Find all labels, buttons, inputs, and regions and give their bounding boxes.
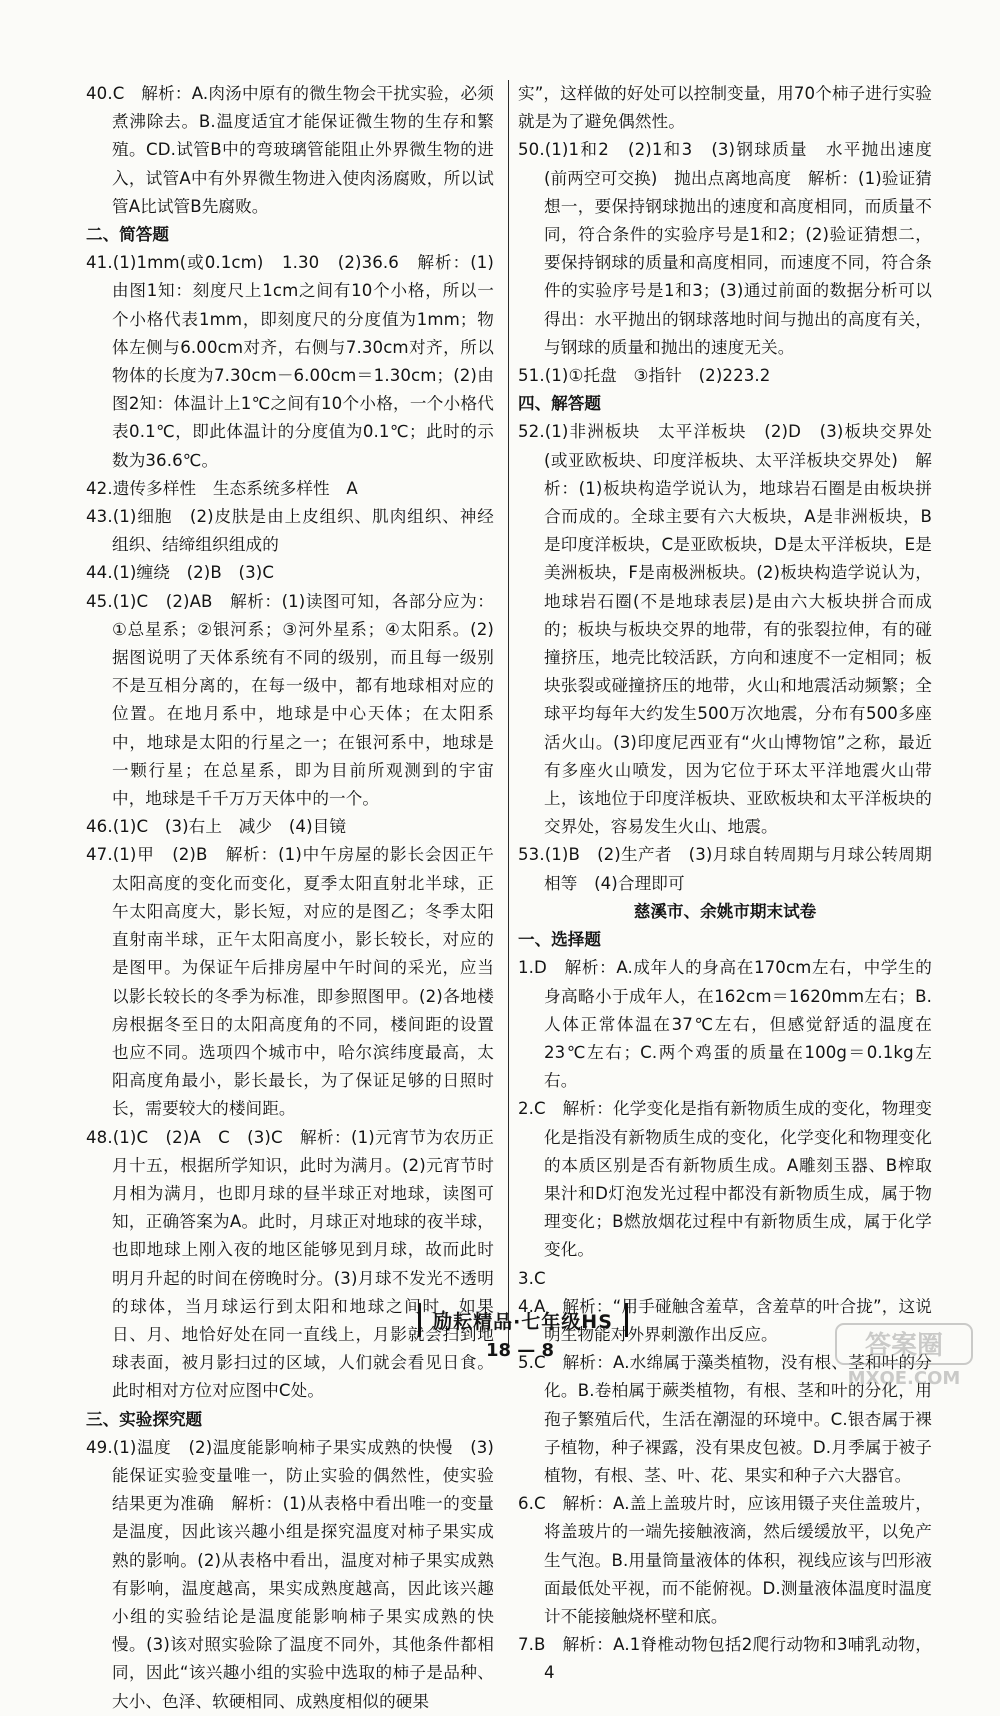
answer-item: 7.B 解析：A.1脊椎动物包括2爬行动物和3哺乳动物，4 xyxy=(518,1635,932,1683)
answer-item: 6.C 解析：A.盖上盖玻片时，应该用镊子夹住盖玻片，将盖玻片的一端先接触液滴，然后缓缓放平，以免产生气泡。B.用量筒量液体的体积，视线应该与凹形液面最低处平视，而不能俯视。D.测量液体温度时温度计不能接触烧杯壁和底。 xyxy=(518,1494,932,1626)
answer-item: 52.(1)非洲板块 太平洋板块 (2)D (3)板块交界处(或亚欧板块、印度洋板块、太平洋板块交界处) 解析：(1)板块构造学说认为，地球岩石圈是由板块拼合而成的。全球主要有六大板块，A是非洲板块，B是印度洋板块，C是亚欧板块，D是太平洋板块，E是美洲板块，F是南极洲板块。(2)板块构造学说认为，地球岩石圈(不是地球表层)是由六大板块拼合而成的；板块与板块交界的地带，有的张裂拉伸，有的碰撞挤压，地壳比较活跃，方向和速度不一定相同；板块张裂或碰撞挤压的地带，火山和地震活动频繁；全球平均每年大约发生500万次地震，分布有500多座活火山。(3)印度尼西亚有“火山博物馆”之称，最近有多座火山喷发，因为它位于环太平洋地震火山带上，该地位于印度洋板块、亚欧板块和太平洋板块的交界处，容易发生火山、地震。 xyxy=(518,422,932,837)
answer-item: 4.A 解析：“用手碰触含羞草，含羞草的叶合拢”，这说明生物能对外界刺激作出反应。 xyxy=(518,1296,932,1344)
section-heading: 二、简答题 xyxy=(86,225,169,245)
exam-subtitle: 慈溪市、余姚市期末试卷 xyxy=(633,901,817,921)
answer-item: 47.(1)甲 (2)B 解析：(1)中午房屋的影长会因正午太阳高度的变化而变化，夏季太阳直射北半球，正午太阳高度大，影长短，对应的是图乙；冬季太阳直射南半球，正午太阳高度小，影长较长，对应的是图甲。为保证午后排房屋中午时间的采光，应当以影长较长的冬季为标准，即参照图甲。(2)各地楼房根据冬至日的太阳高度角的不同，楼间距的设置也应不同。选项四个城市中，哈尔滨纬度最高，太阳高度角最小，影长最长，为了保证足够的日照时长，需要较大的楼间距。 xyxy=(86,845,494,1119)
answer-item: 45.(1)C (2)AB 解析：(1)读图可知，各部分应为：①总星系；②银河系；③河外星系；④太阳系。(2)据图说明了天体系统有不同的级别，而且每一级别不是互相分离的，在每一级中，都有地球相对应的位置。在地月系中，地球是中心天体；在太阳系中，地球是太阳的行星之一；在银河系中，地球是一颗行星；在总星系，即为目前所观测到的宇宙中，地球是千千万万天体中的一个。 xyxy=(86,591,494,809)
section-heading: 四、解答题 xyxy=(518,394,601,414)
answer-item: 50.(1)1和2 (2)1和3 (3)钢球质量 水平抛出速度(前两空可交换) 抛出点离地高度 解析：(1)验证猜想一，要保持钢球抛出的速度和高度相同，而质量不同，符合条件的实验序号是1和2；(2)验证猜想二，要保持钢球的质量和高度相同，而速度不同，符合条件的实验序号是1和3；(3)通过前面的数据分析可以得出：水平抛出的钢球落地时间与抛出的高度有关，与钢球的质量和抛出的速度无关。 xyxy=(518,140,932,357)
answer-continuation: 实”，这样做的好处可以控制变量，用70个柿子进行实验就是为了避免偶然性。 xyxy=(518,84,932,132)
left-column xyxy=(86,80,494,1716)
answer-item: 42.遗传多样性 生态系统多样性 A xyxy=(86,478,358,498)
watermark-logo xyxy=(834,1322,974,1388)
answer-item: 2.C 解析：化学变化是指有新物质生成的变化，物理变化是指没有新物质生成的变化，化学变化和物理变化的本质区别是否有新物质生成。A雕刻玉器、B榨取果汁和D灯泡发光过程中都没有新物质生成，属于物理变化；B燃放烟花过程中有新物质生成，属于化学变化。 xyxy=(518,1099,932,1260)
answer-item: 3.C xyxy=(518,1268,546,1288)
answer-item: 46.(1)C (3)右上 减少 (4)目镜 xyxy=(86,817,347,837)
column-divider xyxy=(508,80,509,1345)
answer-item: 49.(1)温度 (2)温度能影响柿子果实成熟的快慢 (3)能保证实验变量唯一，防止实验的偶然性，使实验结果更为准确 解析：(1)从表格中看出唯一的变量是温度，因此该兴趣小组是探究温度对柿子果实成熟的影响。(2)从表格中看出，温度对柿子果实成熟有影响，温度越高，果实成熟度越高，因此该兴趣小组的实验结论是温度能影响柿子果实成熟的快慢。(3)该对照实验除了温度不同外，其他条件都相同，因此“该兴趣小组的实验中选取的柿子是品种、大小、色泽、软硬相同、成熟度相似的硬果 xyxy=(86,1437,494,1711)
answer-item: 41.(1)1mm(或0.1cm) 1.30 (2)36.6 解析：(1)由图1知：刻度尺上1cm之间有10个小格，所以一个小格代表1mm，即刻度尺的分度值为1mm；物体左侧与6.00cm对齐，右侧与7.30cm对齐，所以物体的长度为7.30cm－6.00cm＝1.30cm；(2)由图2知：体温计上1℃之间有10个小格，一个小格代表0.1℃，即此体温计的分度值为0.1℃；此时的示数为36.6℃。 xyxy=(86,253,494,470)
right-column xyxy=(518,80,932,1688)
answer-item: 1.D 解析：A.成年人的身高在170cm左右，中学生的身高略小于成年人，在162cm＝1620mm左右；B.人体正常体温在37℃左右，但感觉舒适的温度在23℃左右；C.两个鸡蛋的质量在100g＝0.1kg左右。 xyxy=(518,958,932,1091)
section-heading: 一、选择题 xyxy=(518,930,601,950)
answer-item: 51.(1)①托盘 ③指针 (2)223.2 xyxy=(518,366,771,386)
page-number: 18 — 8 xyxy=(485,1340,555,1361)
watermark-text-top: 答案圈 xyxy=(864,1331,944,1361)
footer-brand: 励耘精品·七年级HS xyxy=(418,1303,628,1337)
answer-item: 53.(1)B (2)生产者 (3)月球自转周期与月球公转周期相等 (4)合理即可 xyxy=(518,845,932,893)
answer-item: 48.(1)C (2)A C (3)C 解析：(1)元宵节为农历正月十五，根据所学知识，此时为满月。(2)元宵节时月相为满月，也即月球的昼半球正对地球，读图可知，正确答案为A。此时，月球正对地球的夜半球，也即地球上刚入夜的地区能够见到月球，故而此时明月升起的时间在傍晚时分。(3)月球不发光不透明的球体，当月球运行到太阳和地球之间时，如果日、月、地恰好处在同一直线上，月影就会扫到地球表面，被月影扫过的区域，人们就会看见日食。此时相对方位对应图中C处。 xyxy=(86,1127,494,1401)
answer-item: 5.C 解析：A.水绵属于藻类植物，没有根、茎和叶的分化。B.卷柏属于蕨类植物，有根、茎和叶的分化，用孢子繁殖后代，生活在潮湿的环境中。C.银杏属于裸子植物，种子裸露，没有果皮包被。D.月季属于被子植物，有根、茎、叶、花、果实和种子六大器官。 xyxy=(518,1353,932,1485)
watermark-text-bottom: MXQE.COM xyxy=(847,1368,961,1388)
answer-item: 40.C 解析：A.肉汤中原有的微生物会干扰实验，必须煮沸除去。B.温度适宜才能保证微生物的生存和繁殖。CD.试管B中的弯玻璃管能阻止外界微生物的进入，试管A中有外界微生物进入使肉汤腐败，所以试管A比试管B先腐败。 xyxy=(86,84,494,216)
answer-item: 44.(1)缠绕 (2)B (3)C xyxy=(86,563,275,583)
section-heading: 三、实验探究题 xyxy=(86,1409,203,1429)
answer-item: 43.(1)细胞 (2)皮肤是由上皮组织、肌肉组织、神经组织、结缔组织组成的 xyxy=(86,507,494,555)
